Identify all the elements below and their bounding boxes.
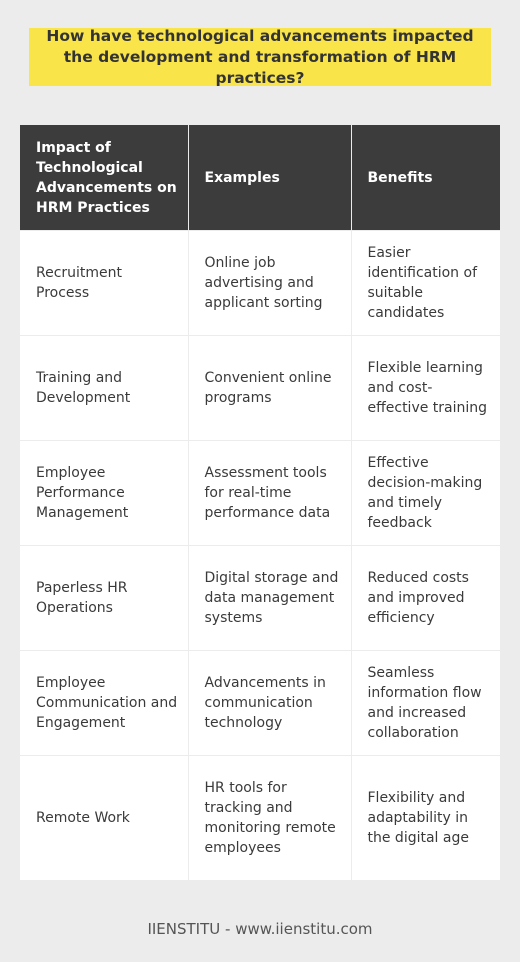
examples-cell: Online job advertising and applicant sorting	[188, 231, 351, 336]
impact-cell: Paperless HR Operations	[20, 546, 188, 651]
examples-cell: Assessment tools for real-time performance data	[188, 441, 351, 546]
table-row	[20, 441, 500, 546]
table-row	[20, 756, 500, 881]
footer-credit: IIENSTITU - www.iienstitu.com	[147, 920, 373, 938]
impact-cell: Recruitment Process	[20, 231, 188, 336]
column-header-examples: Examples	[188, 125, 351, 231]
page-title: How have technological advancements impacted the development and transformation of HRM practices?	[46, 26, 474, 87]
examples-cell: Convenient online programs	[188, 336, 351, 441]
column-header-benefits: Benefits	[351, 125, 500, 231]
examples-cell: Digital storage and data management systems	[188, 546, 351, 651]
benefits-cell: Seamless information flow and increased collaboration	[351, 651, 500, 756]
table-row	[20, 546, 500, 651]
table-row	[20, 651, 500, 756]
table-row	[20, 231, 500, 336]
table-row	[20, 336, 500, 441]
impact-cell: Employee Performance Management	[20, 441, 188, 546]
benefits-cell: Flexible learning and cost-effective training	[351, 336, 500, 441]
table-header-row	[20, 125, 500, 231]
benefits-cell: Effective decision-making and timely feedback	[351, 441, 500, 546]
examples-cell: Advancements in communication technology	[188, 651, 351, 756]
column-header-impact: Impact of Technological Advancements on HRM Practices	[20, 125, 188, 231]
impact-cell: Training and Development	[20, 336, 188, 441]
benefits-cell: Reduced costs and improved efficiency	[351, 546, 500, 651]
benefits-cell: Easier identification of suitable candidates	[351, 231, 500, 336]
examples-cell: HR tools for tracking and monitoring remote employees	[188, 756, 351, 881]
hrm-impact-table	[20, 125, 500, 880]
impact-cell: Remote Work	[20, 756, 188, 881]
impact-cell: Employee Communication and Engagement	[20, 651, 188, 756]
title-banner	[29, 28, 491, 86]
benefits-cell: Flexibility and adaptability in the digital age	[351, 756, 500, 881]
